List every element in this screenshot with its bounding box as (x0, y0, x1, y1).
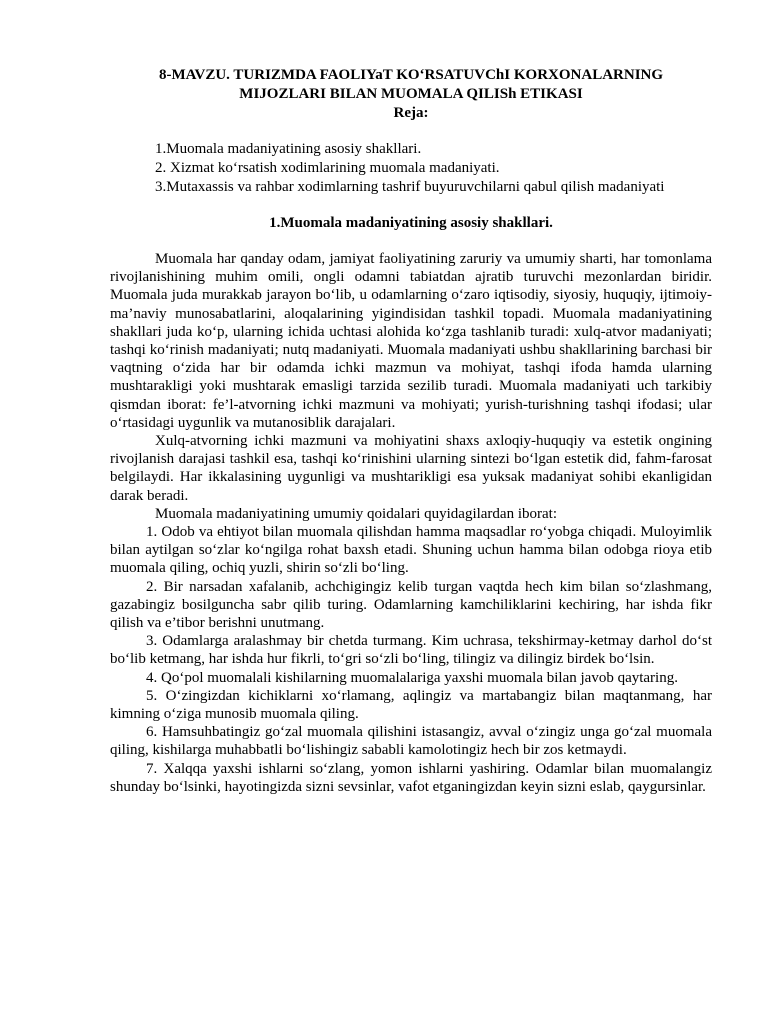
rule-item-4: 4. Qo‘pol muomalali kishilarning muomalalariga yaxshi muomala bilan javob qaytaring. (146, 669, 678, 686)
section-heading: 1.Muomala madaniyatining asosiy shakllari. (269, 215, 553, 231)
page-title (110, 66, 712, 104)
rule-item-1: 1. Odob va ehtiyot bilan muomala qilishdan hamma maqsadlar ro‘yobga chiqadi. Muloyimlik bilan aytilgan so‘zlar ko‘ngilga rohat baxsh etadi. Shuning uchun hamma bilan odobga rioya etib muomala qiling, ochiq yuzli, shirin so‘zli bo‘ling. (110, 524, 712, 577)
plan-heading: Reja: (393, 105, 429, 121)
plan-list (110, 140, 712, 197)
rule-item-3: 3. Odamlarga aralashmay bir chetda turmang. Kim uchrasa, tekshirmay-ketmay darhol do‘st bo‘lib ketmang, har ishda hur fikrli, to‘gri so‘zli bo‘ling, tilingiz va dilingiz birdek bo‘lsin. (110, 633, 712, 668)
paragraph-2: Xulq-atvorning ichki mazmuni va mohiyatini shaxs axloqiy-huquqiy va estetik ongining rivojlanish darajasi tashkil esa, tashqi ko‘rinishini ularning sintezi bo‘lgan estetik did, fahm-farosat belgilaydi. Har ikkalasining uygunligi va mushtarikligi esa yuksak madaniyat sohibi ekanligidan darak beradi. (110, 433, 712, 504)
title-line-1: 8-MAVZU. TURIZMDA FAOLIYaT KO‘RSATUVChI KORXONALARNING (158, 67, 664, 83)
rule-item-5: 5. O‘zingizdan kichiklarni xo‘rlamang, aqlingiz va martabangiz bilan maqtanmang, har kimning o‘ziga munosib muomala qiling. (110, 687, 712, 723)
rules-list (110, 523, 712, 796)
rule-item-6: 6. Hamsuhbatingiz go‘zal muomala qilishini istasangiz, avval o‘zingiz unga go‘zal muomala qiling, kishilarga muhabbatli bo‘lishingiz sababli kamolotingiz hech bir zos ketmaydi. (110, 724, 712, 759)
plan-item-1: 1.Muomala madaniyatining asosiy shakllari. (155, 141, 422, 157)
paragraph-3: Muomala madaniyatining umumiy qoidalari quyidagilardan iborat: (155, 505, 557, 522)
plan-item-2: 2. Xizmat ko‘rsatish xodimlarining muomala madaniyati. (155, 160, 500, 176)
plan-item-3: 3.Mutaxassis va rahbar xodimlarning tashrif buyuruvchilarni qabul qilish madaniyati (155, 179, 665, 195)
rule-item-2: 2. Bir narsadan xafalanib, achchigingiz kelib turgan vaqtda hech kim bilan so‘zlashmang, gazabingiz bosilguncha sabr qilib turing. Odamlarning kamchiliklarini kechiring, har ishda fikr qilish va e’tibor berishni unutmang. (110, 578, 712, 632)
title-line-2: MIJOZLARI BILAN MUOMALA QILISh ETIKASI (239, 86, 583, 102)
rule-item-7: 7. Xalqqa yaxshi ishlarni so‘zlang, yomon ishlarni yashiring. Odamlar bilan muomalangiz shunday bo‘lsinki, hayotingizda sizni sevsinlar, vafot etganingizdan keyin sizni eslab, qaygursinlar. (110, 760, 712, 795)
paragraph-1: Muomala har qanday odam, jamiyat faoliyatining zaruriy va umumiy sharti, har tomonlama rivojlanishining muhim omili, ongli odamni tabiatdan ajratib turuvchi mezonlardan biridir. Muomala juda murakkab jarayon bo‘lib, u odamlarning o‘zaro iqtisodiy, siyosiy, huquqiy, ijtimoiy-ma’naviy munosabatlarini, aloqalarining yigindisidan tashkil topadi. Muomala madaniyatining shakllari juda ko‘p, ularning ichida uchtasi alohida ko‘zga tashlanib turadi: xulq-atvor madaniyati; tashqi ko‘rinish madaniyati; nutq madaniyati. Muomala madaniyati ushbu shakllarining barchasi bir vaqtning o‘zida har bir odamda ichki mazmun va mohiyat, tashqi ifoda hamda ularning mushtarakligi yoki mushtarak emasligi tarzida sezilib turadi. Muomala madaniyati uch tarkibiy qismdan iborat: fe’l-atvorning ichki mazmuni va mohiyati; yurish-turishning tashqi ifodasi; ular o‘rtasidagi uygunlik va mutanosiblik darajalari. (110, 251, 712, 431)
